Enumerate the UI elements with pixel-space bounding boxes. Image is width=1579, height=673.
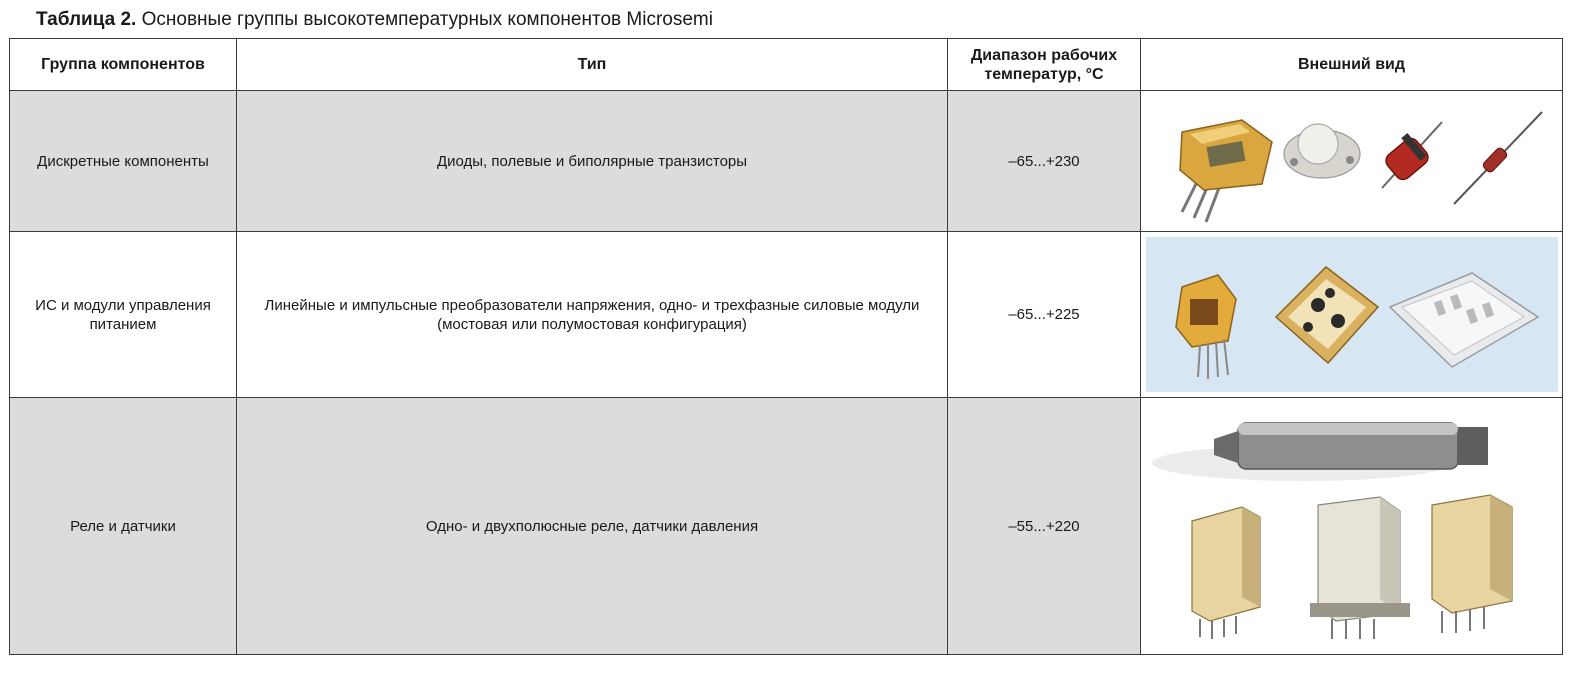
header-group: Группа компонентов [10, 39, 237, 91]
relay-icon [1192, 507, 1260, 639]
cell-range: –65...+230 [948, 91, 1141, 232]
axial-diode-icon [1454, 112, 1542, 204]
table-row [10, 398, 1563, 655]
table-caption [36, 6, 713, 34]
discrete-components-illustration [1142, 92, 1562, 230]
transistor-package-icon [1180, 120, 1272, 222]
cell-type: Линейные и импульсные преобразователи напряжения, одно- и трехфазные силовые модули (мостовая или полумостовая конфигурация) [237, 232, 948, 398]
power-modules-photo [1141, 232, 1563, 398]
cell-range: –55...+220 [948, 398, 1141, 655]
header-type: Тип [237, 39, 948, 91]
relays-sensors-illustration [1142, 401, 1562, 651]
cell-group: Дискретные компоненты [10, 91, 237, 232]
header-appearance: Внешний вид [1141, 39, 1563, 91]
relay-icon [1432, 495, 1512, 633]
table-row [10, 91, 1563, 232]
cell-group: ИС и модули управления питанием [10, 232, 237, 398]
glass-diode-icon [1382, 122, 1442, 188]
pressure-sensor-icon [1152, 423, 1488, 481]
cell-type: Одно- и двухполюсные реле, датчики давления [237, 398, 948, 655]
discrete-components-photo [1141, 91, 1563, 232]
caption-text: Основные группы высокотемпературных компонентов Microsemi [141, 9, 713, 30]
to-package-icon [1284, 124, 1360, 178]
cell-type: Диоды, полевые и биполярные транзисторы [237, 91, 948, 232]
relays-sensors-photo [1141, 398, 1563, 655]
cell-group: Реле и датчики [10, 398, 237, 655]
cell-range: –65...+225 [948, 232, 1141, 398]
header-range: Диапазон рабочих температур, °С [948, 39, 1141, 91]
caption-label: Таблица 2. [36, 9, 137, 30]
power-modules-illustration [1146, 237, 1558, 392]
components-table [9, 38, 1563, 655]
relay-icon [1310, 497, 1410, 639]
table-row [10, 232, 1563, 398]
